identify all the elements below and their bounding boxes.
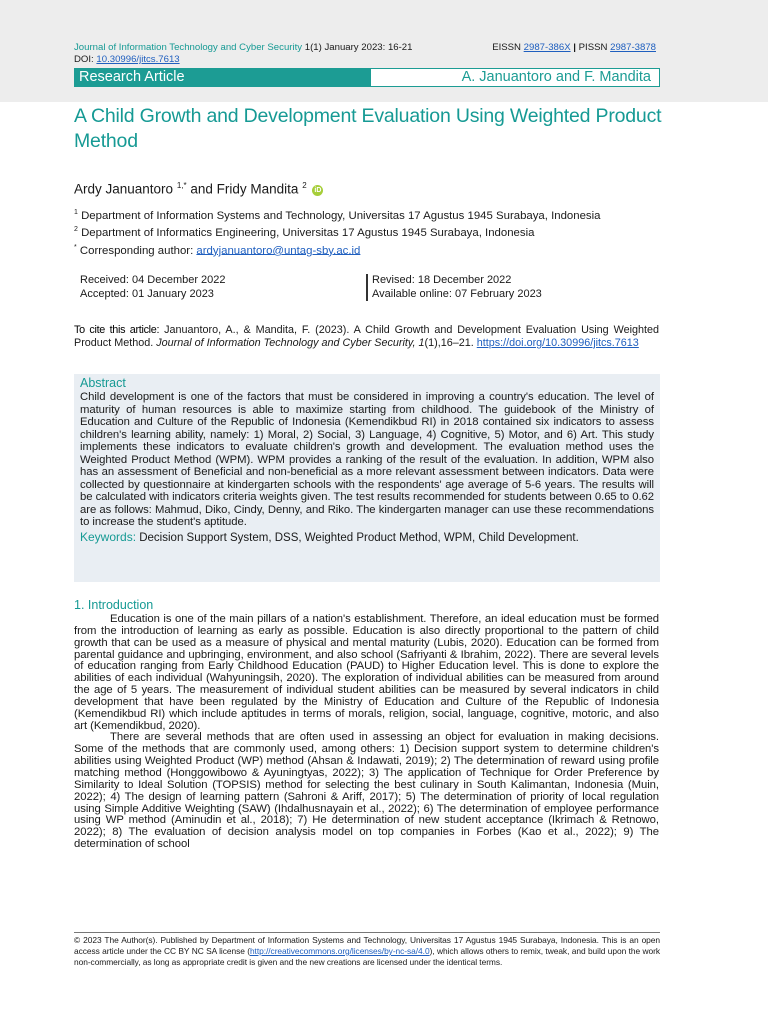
author-1: Ardy Januantoro xyxy=(74,181,174,197)
affiliation-1-sup: 1 xyxy=(74,209,78,216)
affiliation-2 xyxy=(74,223,601,240)
affiliation-2-text: Department of Informatics Engineering, Universitas 17 Agustus 1945 Surabaya, Indonesia xyxy=(81,227,535,240)
introduction-body xyxy=(74,614,659,851)
abstract-text: Child development is one of the factors that must be considered in improving a country's education. The level of maturity of human resources is able to maximize starting from childhood. The guidebook of the Ministry of Education and Culture of the Republic of Indonesia (Kemendikbud RI) in 2018 contained six indicators to assess children's learning ability, namely: 1) Moral, 2) Social, 3) Language, 4) Cognitive, 5) Motor, and 6) Art. This study implements these indicators to evaluate children's growth and development. The evaluation method uses the Weighted Product Method (WPM). WPM provides a ranking of the result of the evaluation. In addition, WPM also has an assessment of Beneficial and non-beneficial as a more relevant assessment between indicators. Data were collected by questionnaire at kindergarten schools with the respondents' age average of 5-6 years. The results will be calculated with indicators criteria weights given. The test results recommended for students between 0.65 to 0.62 are as follows: Mahmud, Diko, Cindy, Denny, and Riko. The kindergarten manager can use these recommendations to increase the student's aptitude. xyxy=(80,391,654,528)
dates-divider xyxy=(366,274,368,301)
article-type: Research Article xyxy=(74,68,370,87)
affiliation-2-sup: 2 xyxy=(74,226,78,234)
abstract-box xyxy=(74,374,660,582)
intro-paragraph-2: There are several methods that are often used in assessing an object for evaluation in making decisions. Some of the methods that are commonly used, among others: 1) Decision support system to determine children's abilities using Weighted Product (WP) method (Ahsan & Indawati, 2019); 2) The determination of reward using profile matching method (Honggowibowo & Ayuningtyas, 2022); 3) The application of Technique for Order Preference by Similarity to Ideal Solution (TOPSIS) method for selecting the best culinary in South Kalimantan, Indonesia (Muin, 2022); 4) The design of learning pattern (Sahroni & Ariff, 2017); 5) The determination of priority of local regulation using Simple Additive Weighting (SAW) (Ihdalhusnayain et al., 2022); 6) The determination of employee performance using WP method (Aminudin et al., 2018); 7) He determination of new student acceptance (Ikrimach & Retnowo, 2022); 8) The evaluation of decision analysis model on top companies in Forbes (Kao et al., 2022); 9) The determination of school xyxy=(74,731,659,851)
author-1-sup: 1,* xyxy=(176,181,187,190)
author-line xyxy=(74,178,323,198)
article-dates xyxy=(80,273,660,303)
citation-block xyxy=(74,324,659,349)
abstract-heading: Abstract xyxy=(80,376,126,390)
corresponding-label: Corresponding author: xyxy=(79,244,197,257)
eissn-label: EISSN xyxy=(492,42,521,53)
license-link[interactable]: http://creativecommons.org/licenses/by-nc-sa/4.0 xyxy=(249,946,430,956)
received-date: Received: 04 December 2022 xyxy=(80,274,226,286)
author-2-sup: 2 xyxy=(302,181,307,190)
affiliations xyxy=(74,206,601,258)
pissn-link[interactable]: 2987-3878 xyxy=(610,42,656,53)
citation-doi-link[interactable]: https://doi.org/10.30996/jitcs.7613 xyxy=(476,336,639,349)
issue-info: 1(1) January 2023: 16-21 xyxy=(304,42,413,53)
license-footer xyxy=(74,935,660,968)
journal-header xyxy=(74,42,660,66)
issn-separator: | xyxy=(573,42,576,53)
introduction-heading: 1. Introduction xyxy=(74,598,154,612)
doi-label: DOI: xyxy=(74,54,94,65)
license-text-2: ), which allows others to remix, tweak, and build upon the work non-commercially, as long as appropriate credit is given and the new creations are licensed under the identical terms. xyxy=(74,946,660,967)
accepted-date: Accepted: 01 January 2023 xyxy=(80,288,214,300)
doi-link[interactable]: 10.30996/jitcs.7613 xyxy=(96,54,180,65)
citation-pages: (1),16–21. xyxy=(424,336,474,349)
keywords-label: Keywords: xyxy=(80,529,137,544)
running-authors: A. Januantoro and F. Mandita xyxy=(370,68,660,87)
keywords-text: Decision Support System, DSS, Weighted Product Method, WPM, Child Development. xyxy=(139,531,579,544)
journal-name[interactable]: Journal of Information Technology and Cyber Security xyxy=(74,42,303,53)
citation-text: Januantoro, A., & Mandita, F. (2023). A Child Growth and Development Evaluation Using Weighted Product Method. xyxy=(74,324,659,349)
eissn-link[interactable]: 2987-386X xyxy=(523,42,571,53)
issn-info xyxy=(492,42,656,54)
intro-paragraph-1: Education is one of the main pillars of a nation's establishment. Therefore, an ideal education must be formed from the introduction of learning as early as possible. Education is also directly proportional to the pattern of child growth that can be used as a measure of physical and mental maturity (Lubis, 2020). Education can be formed from parental guidance and upbringing, environment, and also school (Safriyanti & Ibrahim, 2022). There are several levels of education ranging from Early Childhood Education (PAUD) to Higher Education level. This is done to explore the abilities of each individual (Wahyuningsih, 2020). The exploration of individual abilities can be measured from around the age of 5 years. The measurement of individual student abilities can be measured by several indicators in child development that have been regulated by the Ministry of Education and Culture of the Republic of Indonesia (Kemendikbud RI) which include aptitudes in terms of morals, religion, social, language, cognitive, motoric, and also art (Kemendikbud, 2020). xyxy=(74,613,659,732)
online-date: Available online: 07 February 2023 xyxy=(372,288,542,300)
footer-divider xyxy=(74,932,660,933)
affiliation-1-text: Department of Information Systems and Technology, Universitas 17 Agustus 1945 Surabaya, Indonesia xyxy=(81,209,601,222)
citation-label: To cite this article: xyxy=(74,324,160,336)
author-and: and xyxy=(186,181,217,197)
license-text-1: © 2023 The Author(s). Published by Department of Information Systems and Technology, Universitas 17 Agustus 1945 Surabaya, Indonesia. This is an open access article under the CC BY NC SA license ( xyxy=(74,935,660,956)
corresponding-author xyxy=(74,241,601,258)
affiliation-1 xyxy=(74,206,601,223)
revised-date: Revised: 18 December 2022 xyxy=(372,274,512,286)
citation-journal: Journal of Information Technology and Cyber Security, xyxy=(156,336,416,349)
corresponding-email-link[interactable]: ardyjanuantoro@untag-sby.ac.id xyxy=(196,244,361,257)
pissn-label: PISSN xyxy=(578,42,608,53)
corresponding-sup: * xyxy=(74,243,77,251)
author-2: Fridy Mandita xyxy=(216,181,299,197)
article-title: A Child Growth and Development Evaluation Using Weighted Product Method xyxy=(74,105,662,152)
orcid-icon[interactable]: iD xyxy=(314,186,322,194)
article-type-ribbon xyxy=(74,68,660,87)
keywords xyxy=(80,530,654,545)
citation-volume: 1 xyxy=(418,336,425,349)
